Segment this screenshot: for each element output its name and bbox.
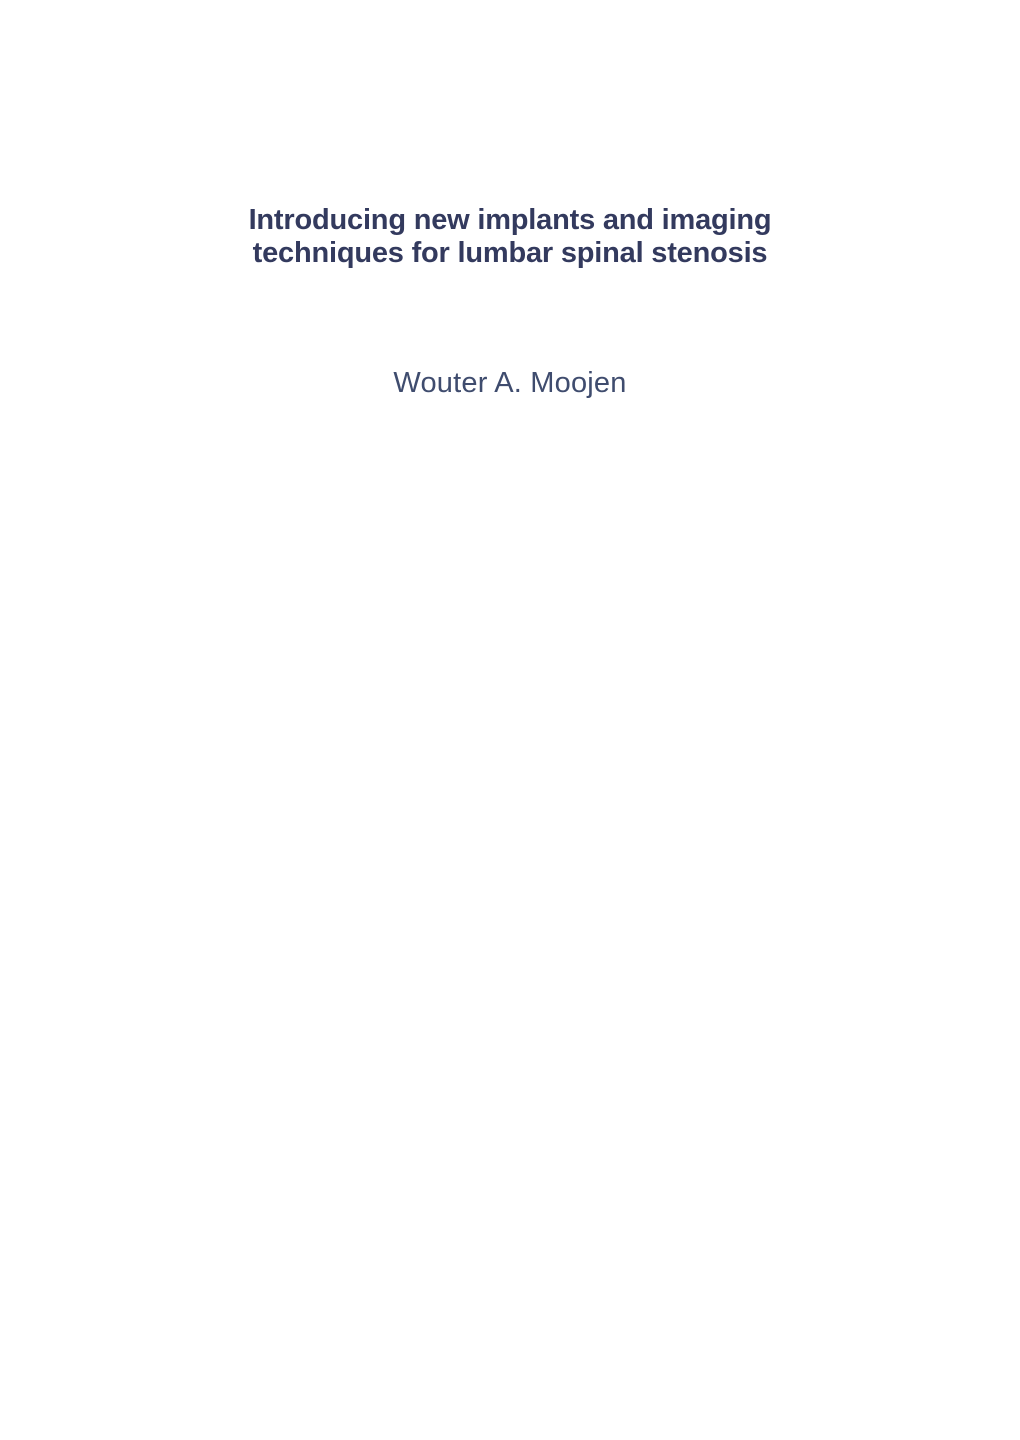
book-title-line2: techniques for lumbar spinal stenosis <box>252 237 768 269</box>
book-title <box>0 204 1020 270</box>
author-name: Wouter A. Moojen <box>393 367 627 399</box>
book-title-line1: Introducing new implants and imaging <box>248 204 772 236</box>
